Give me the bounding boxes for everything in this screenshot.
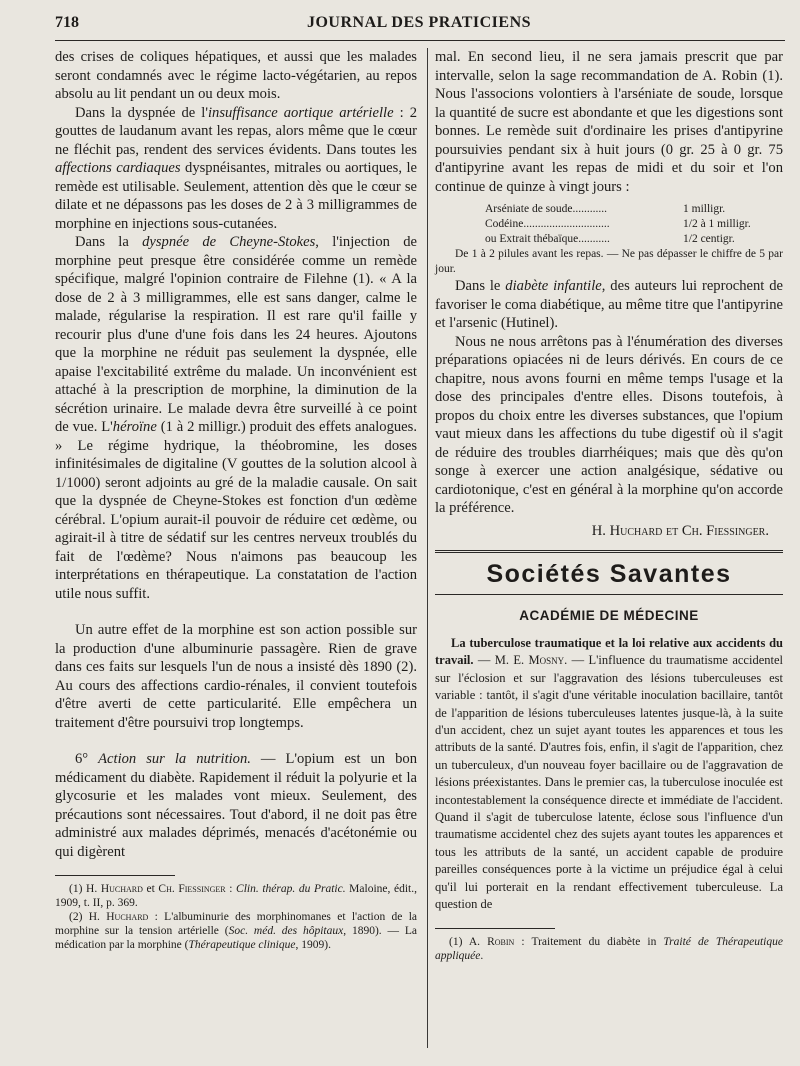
right-paragraph-1: mal. En second lieu, il ne sera jamais prescrit que par intervalle, selon la sage recommandation de A. Robin (1). Nous l'associons volontiers à l'arséniate de soude, lorsque la quantité de sucre est abondante et que les digestions sont bonnes. Le remède suit d'ordinaire les prises d'antipyrine poursuivies pendant six à huit jours (0 gr. 25 à 0 gr. 75 d'antipyrine avant les repas de midi et du soir et l'on continue de quinze à vingt jours : [435, 49, 783, 195]
prescription-row: Arséniate de soude............ 1 milligr. [485, 203, 726, 215]
left-footnotes [55, 882, 417, 952]
prescription-row: Codéine.............................. 1/2 à 1 milligr. [485, 218, 751, 230]
footnote-rule [435, 928, 555, 929]
left-paragraph-3: Dans la dyspnée de Cheyne-Stokes, l'injection de morphine peut presque être considérée comme un remède spécifique, malgré l'opinion contraire de Filehne (1). « A la dose de 2 à 3 milligrammes, elle est sans danger, calme le malade, régularise la respiration. Il est rare qu'il faille y recourir plus d'une d'une fois dans les 24 heures. Ajoutons que la morphine ne réduit pas seulement la dyspnée, elle apaise l'excitabilité extrême du malade. Un inconvénient est attaché à la prescription de morphine, la diminution de la sécrétion urinaire. Le malade devra être surveillé à ce point de vue. L'héroïne (1 à 2 milligr.) produit des effets analogues. » Le régime hydrique, la théobromine, les doses infinitésimales de digitaline (V gouttes de la solution alcool à 1/1000) seront adjoints au gré de la maladie causale. On sait que la dyspnée de Cheyne-Stokes est fonction d'un œdème cérébral. L'opium aurait-il pouvoir de réduire cet œdème, ou agirait-il à titre de sédatif sur les centres nerveux troublés du fait de l'œdème? Nous n'aimons pas beaucoup les interprétations en thérapeutique. La constatation de l'action utile nous suffit. [55, 234, 417, 602]
footnote-1: (1) H. Huchard et Ch. Fiessinger : Clin. thérap. du Pratic. Maloine, édit., 1909, t. II, p. 369. [55, 883, 417, 909]
subsection-title: ACADÉMIE DE MÉDECINE [519, 607, 699, 623]
prescription-row: ou Extrait thébaïque........... 1/2 centigr. [485, 233, 735, 245]
right-paragraph-3: Nous ne nous arrêtons pas à l'énumération des diverses préparations opiacées ni de leurs dérivés. En cours de ce chapitre, nous avons fourni en même temps l'usage et la dose des principales d'entre elles. Disons toutefois, à propos du choix entre les diverses substances, que l'opium vaut mieux dans les affections du tube digestif où il s'agit de réduire des troubles diarrhéiques; mais que dès qu'on songe à exercer une action analgésique, sédative ou cardiotonique, c'est en général à la morphine qu'on accorde la préférence. [435, 333, 783, 516]
page-header [55, 14, 783, 40]
column-divider [427, 48, 428, 1048]
right-footnotes [435, 935, 783, 963]
prescription-note: De 1 à 2 pilules avant les repas. — Ne pas dépasser le chiffre de 5 par jour. [435, 248, 783, 275]
section-title: Sociétés Savantes [486, 560, 732, 588]
footnote-2: (2) H. Huchard : L'albuminurie des morphinomanes et l'action de la morphine sur la tension artérielle (Soc. méd. des hôpitaux, 1890). — La médication par la morphine (Thérapeutique clinique, 1909). [55, 911, 417, 951]
header-rule [55, 40, 785, 41]
section-rule [435, 550, 783, 553]
left-paragraph-2: Dans la dyspnée de l'insuffisance aortique artérielle : 2 gouttes de laudanum avant les repas, alors même que le cœur ne fléchit pas, rendent des services évidents. Dans toutes les affections cardiaques dyspnéisantes, mitrales ou aortiques, le remède est utilisable. Seulement, attention dès que le cœur se dilate et ne dépassons pas les doses de 2 à 3 milligrammes de morphine en injections sous-cutanées. [55, 104, 417, 232]
page-number: 718 [55, 14, 79, 31]
left-column [55, 48, 417, 952]
academie-report [435, 635, 783, 914]
report-paragraph: La tuberculose traumatique et la loi relative aux accidents du travail. — M. E. Mosny. — L'influence du traumatisme accidentel sur l'éclosion et sur l'aggravation des lésions tuberculeuses est variable : tantôt, il s'agit d'une véritable inoculation bacillaire, tantôt de l'apparition de lésions tuberculeuses latentes jusque-là, à la suite d'un accident, chez un sujet ayant toutes les apparences et tous les attributs de la santé. D'autres fois, enfin, il s'agit de l'apparition, chez un tuberculeux, d'un nouveau foyer bacillaire ou de l'aggravation de lésions préexistantes. Dans le premier cas, la tuberculose inoculée est incontestablement la conséquence directe et immédiate de l'accident. Quand il s'agit de tuberculose latente, éclose sous l'influence d'un traumatisme accidentel chez des sujets ayant toutes les apparences et tous les attributs de la santé, un accident capable de produire pareilles conséquences porte à la victime un préjudice égal à celui qu'il lui porterait en la rendant effectivement tuberculeuse. La question de [435, 636, 783, 912]
footnote-right-1: (1) A. Robin : Traitement du diabète in Traité de Thérapeutique appliquée. [435, 935, 783, 962]
section-rule-thin [435, 594, 783, 595]
author-signature: H. Huchard et Ch. Fiessinger. [591, 522, 769, 539]
left-paragraph-5: 6° Action sur la nutrition. — L'opium est un bon médicament du diabète. Rapidement il réduit la polyurie et la glycosurie et les malades vont mieux. Seulement, des précautions sont nécessaires. Tout d'abord, il ne doit pas être administré aux malades déprimés, menacés d'acétonémie ou qui digèrent [55, 751, 417, 860]
prescription [435, 202, 783, 247]
journal-title: JOURNAL DES PRATICIENS [306, 14, 532, 31]
right-column [435, 48, 783, 963]
left-paragraph-4: Un autre effet de la morphine est son action possible sur la production d'une albuminurie passagère. Rien de grave dans ces faits sur lesquels l'un de nous a insisté dès 1890 (2). Au cours des affections cardio-rénales, il convient toutefois d'être averti de cette particularité. Elle empêchera un traitement d'être poursuivi trop longtemps. [55, 622, 417, 731]
footnote-rule [55, 875, 175, 876]
left-paragraph-1: des crises de coliques hépatiques, et aussi que les malades seront condamnés avec le régime lacto-végétarien, au repos absolu au lit pendant un ou deux mois. [55, 49, 417, 102]
right-paragraph-2: Dans le diabète infantile, des auteurs lui reprochent de favoriser le coma diabétique, au même titre que l'antipyrine et l'arsenic (Hutinel). [435, 278, 784, 331]
